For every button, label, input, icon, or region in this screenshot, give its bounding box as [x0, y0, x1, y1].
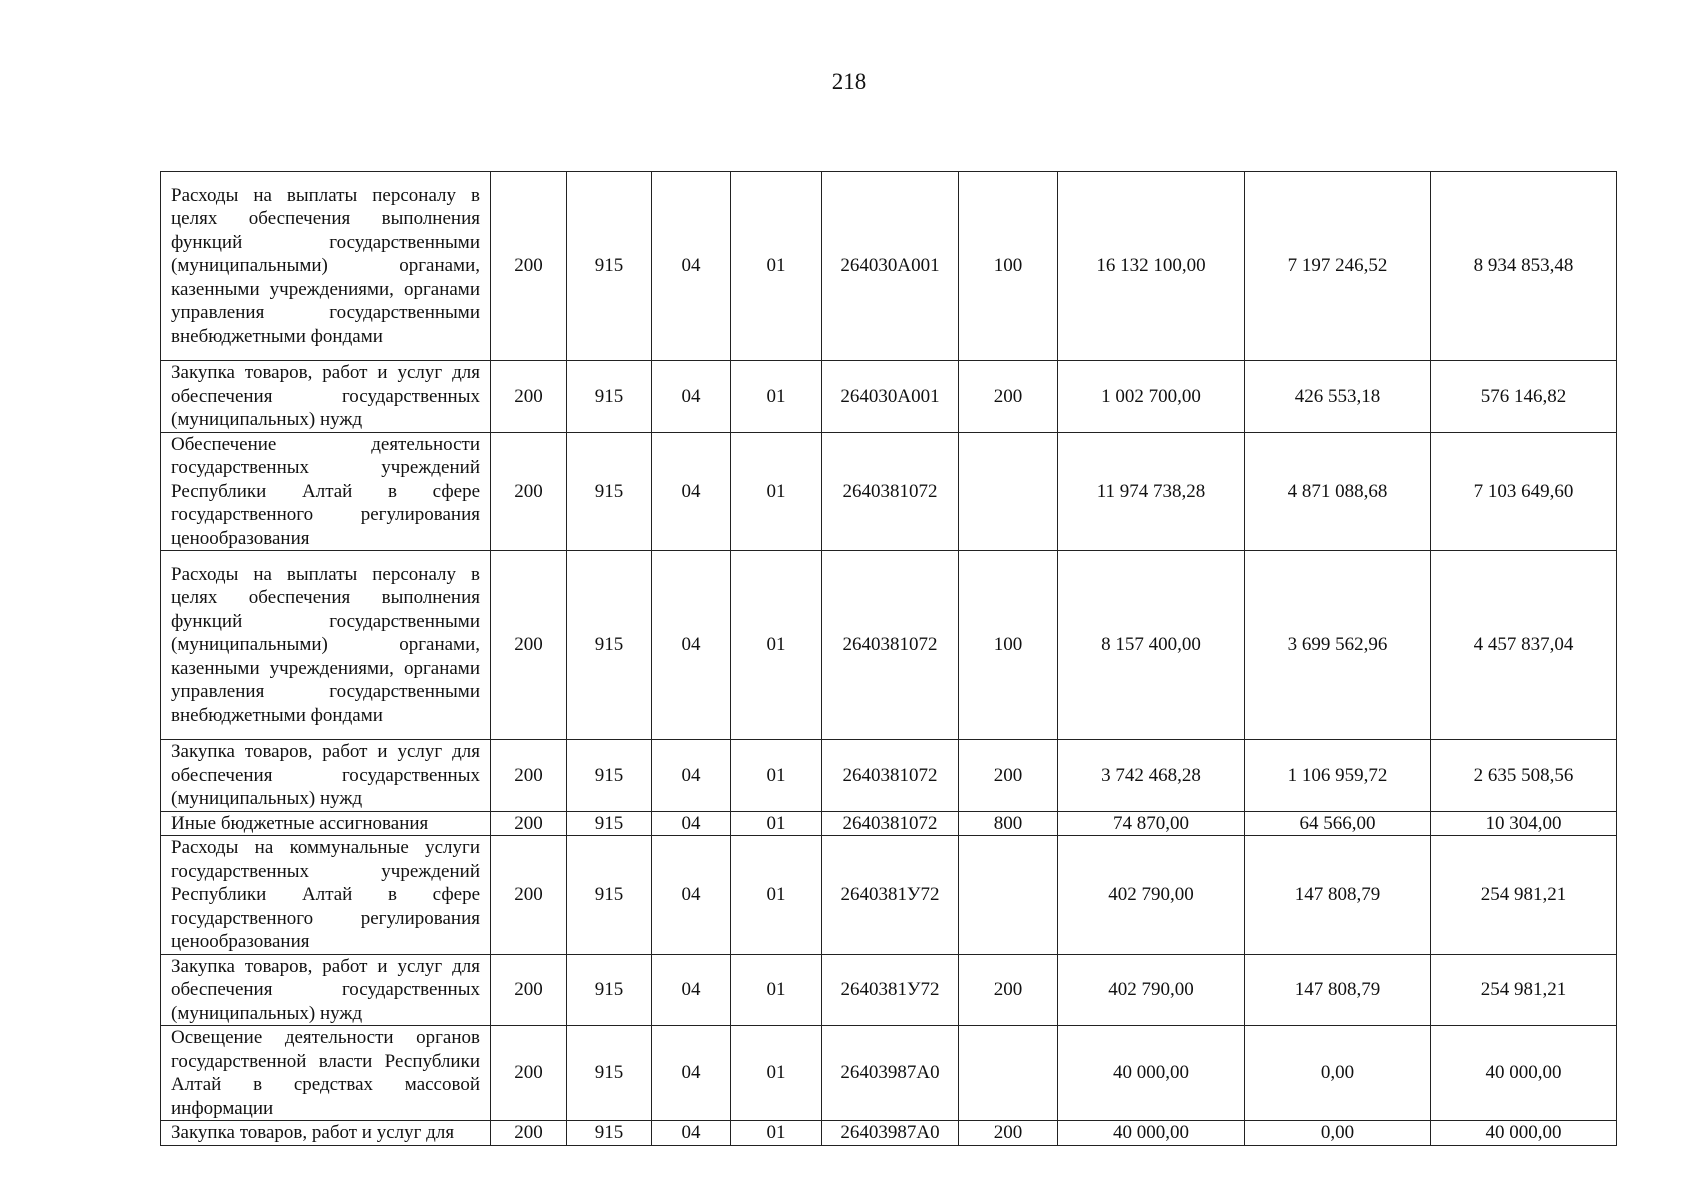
- planned-amount-cell: 1 002 700,00: [1058, 361, 1245, 433]
- executed-amount-cell: 3 699 562,96: [1245, 551, 1431, 740]
- section-code-cell: 04: [652, 361, 731, 433]
- target-article-cell: 26403987А0: [822, 1121, 959, 1146]
- executed-amount-cell: 7 197 246,52: [1245, 172, 1431, 361]
- table-row: [161, 740, 1617, 812]
- planned-amount-cell: 40 000,00: [1058, 1026, 1245, 1121]
- section-code-cell: 04: [652, 740, 731, 812]
- remaining-amount-cell: 254 981,21: [1431, 836, 1617, 955]
- department-code-cell: 915: [567, 551, 652, 740]
- executed-amount-cell: 147 808,79: [1245, 836, 1431, 955]
- expense-type-cell: [959, 432, 1058, 551]
- expense-name-cell: Расходы на коммунальные услуги государственных учреждений Республики Алтай в сфере государственного регулирования ценообразования: [161, 836, 491, 955]
- expense-name-cell: Закупка товаров, работ и услуг для обеспечения государственных (муниципальных) нужд: [161, 954, 491, 1026]
- target-article-cell: 2640381У72: [822, 954, 959, 1026]
- executed-amount-cell: 0,00: [1245, 1026, 1431, 1121]
- table-row: [161, 954, 1617, 1026]
- subsection-code-cell: 01: [731, 1026, 822, 1121]
- table-row: [161, 432, 1617, 551]
- administrator-code-cell: 200: [491, 1121, 567, 1146]
- subsection-code-cell: 01: [731, 432, 822, 551]
- target-article-cell: 2640381072: [822, 811, 959, 836]
- administrator-code-cell: 200: [491, 432, 567, 551]
- department-code-cell: 915: [567, 836, 652, 955]
- administrator-code-cell: 200: [491, 361, 567, 433]
- planned-amount-cell: 74 870,00: [1058, 811, 1245, 836]
- section-code-cell: 04: [652, 172, 731, 361]
- administrator-code-cell: 200: [491, 836, 567, 955]
- planned-amount-cell: 16 132 100,00: [1058, 172, 1245, 361]
- department-code-cell: 915: [567, 954, 652, 1026]
- target-article-cell: 2640381072: [822, 551, 959, 740]
- expense-name-cell: Расходы на выплаты персоналу в целях обеспечения выполнения функций государственными (муниципальными) органами, казенными учреждениями, органами управления государственными внебюджетными фондами: [161, 551, 491, 740]
- remaining-amount-cell: 10 304,00: [1431, 811, 1617, 836]
- expense-name-cell: Закупка товаров, работ и услуг для: [161, 1121, 491, 1146]
- target-article-cell: 2640381072: [822, 740, 959, 812]
- executed-amount-cell: 147 808,79: [1245, 954, 1431, 1026]
- administrator-code-cell: 200: [491, 172, 567, 361]
- expense-type-cell: 100: [959, 172, 1058, 361]
- target-article-cell: 264030А001: [822, 172, 959, 361]
- executed-amount-cell: 426 553,18: [1245, 361, 1431, 433]
- expense-type-cell: 200: [959, 954, 1058, 1026]
- subsection-code-cell: 01: [731, 811, 822, 836]
- remaining-amount-cell: 4 457 837,04: [1431, 551, 1617, 740]
- administrator-code-cell: 200: [491, 551, 567, 740]
- administrator-code-cell: 200: [491, 811, 567, 836]
- planned-amount-cell: 402 790,00: [1058, 954, 1245, 1026]
- section-code-cell: 04: [652, 811, 731, 836]
- table-row: [161, 1026, 1617, 1121]
- subsection-code-cell: 01: [731, 361, 822, 433]
- executed-amount-cell: 64 566,00: [1245, 811, 1431, 836]
- section-code-cell: 04: [652, 432, 731, 551]
- section-code-cell: 04: [652, 836, 731, 955]
- planned-amount-cell: 11 974 738,28: [1058, 432, 1245, 551]
- table-row: [161, 811, 1617, 836]
- remaining-amount-cell: 7 103 649,60: [1431, 432, 1617, 551]
- expense-name-cell: Иные бюджетные ассигнования: [161, 811, 491, 836]
- expense-type-cell: [959, 836, 1058, 955]
- target-article-cell: 26403987А0: [822, 1026, 959, 1121]
- target-article-cell: 264030А001: [822, 361, 959, 433]
- department-code-cell: 915: [567, 361, 652, 433]
- remaining-amount-cell: 576 146,82: [1431, 361, 1617, 433]
- expense-name-cell: Расходы на выплаты персоналу в целях обеспечения выполнения функций государственными (муниципальными) органами, казенными учреждениями, органами управления государственными внебюджетными фондами: [161, 172, 491, 361]
- budget-table: [160, 171, 1617, 1146]
- expense-type-cell: 800: [959, 811, 1058, 836]
- department-code-cell: 915: [567, 1121, 652, 1146]
- subsection-code-cell: 01: [731, 551, 822, 740]
- executed-amount-cell: 1 106 959,72: [1245, 740, 1431, 812]
- table-row: [161, 836, 1617, 955]
- table-row: [161, 1121, 1617, 1146]
- department-code-cell: 915: [567, 172, 652, 361]
- executed-amount-cell: 0,00: [1245, 1121, 1431, 1146]
- planned-amount-cell: 8 157 400,00: [1058, 551, 1245, 740]
- subsection-code-cell: 01: [731, 740, 822, 812]
- expense-type-cell: 100: [959, 551, 1058, 740]
- department-code-cell: 915: [567, 1026, 652, 1121]
- planned-amount-cell: 40 000,00: [1058, 1121, 1245, 1146]
- page-number: 218: [831, 69, 867, 94]
- expense-name-cell: Освещение деятельности органов государственной власти Республики Алтай в средствах массовой информации: [161, 1026, 491, 1121]
- subsection-code-cell: 01: [731, 172, 822, 361]
- expense-type-cell: [959, 1026, 1058, 1121]
- remaining-amount-cell: 8 934 853,48: [1431, 172, 1617, 361]
- section-code-cell: 04: [652, 1121, 731, 1146]
- department-code-cell: 915: [567, 811, 652, 836]
- section-code-cell: 04: [652, 1026, 731, 1121]
- section-code-cell: 04: [652, 551, 731, 740]
- table-row: [161, 172, 1617, 361]
- expense-name-cell: Закупка товаров, работ и услуг для обеспечения государственных (муниципальных) нужд: [161, 740, 491, 812]
- planned-amount-cell: 402 790,00: [1058, 836, 1245, 955]
- table-row: [161, 361, 1617, 433]
- table-row: [161, 551, 1617, 740]
- department-code-cell: 915: [567, 740, 652, 812]
- remaining-amount-cell: 254 981,21: [1431, 954, 1617, 1026]
- expense-type-cell: 200: [959, 1121, 1058, 1146]
- expense-name-cell: Обеспечение деятельности государственных учреждений Республики Алтай в сфере государственного регулирования ценообразования: [161, 432, 491, 551]
- expense-type-cell: 200: [959, 740, 1058, 812]
- planned-amount-cell: 3 742 468,28: [1058, 740, 1245, 812]
- section-code-cell: 04: [652, 954, 731, 1026]
- expense-type-cell: 200: [959, 361, 1058, 433]
- subsection-code-cell: 01: [731, 1121, 822, 1146]
- administrator-code-cell: 200: [491, 1026, 567, 1121]
- subsection-code-cell: 01: [731, 836, 822, 955]
- administrator-code-cell: 200: [491, 740, 567, 812]
- administrator-code-cell: 200: [491, 954, 567, 1026]
- target-article-cell: 2640381072: [822, 432, 959, 551]
- executed-amount-cell: 4 871 088,68: [1245, 432, 1431, 551]
- expense-name-cell: Закупка товаров, работ и услуг для обеспечения государственных (муниципальных) нужд: [161, 361, 491, 433]
- remaining-amount-cell: 40 000,00: [1431, 1026, 1617, 1121]
- remaining-amount-cell: 40 000,00: [1431, 1121, 1617, 1146]
- target-article-cell: 2640381У72: [822, 836, 959, 955]
- department-code-cell: 915: [567, 432, 652, 551]
- remaining-amount-cell: 2 635 508,56: [1431, 740, 1617, 812]
- subsection-code-cell: 01: [731, 954, 822, 1026]
